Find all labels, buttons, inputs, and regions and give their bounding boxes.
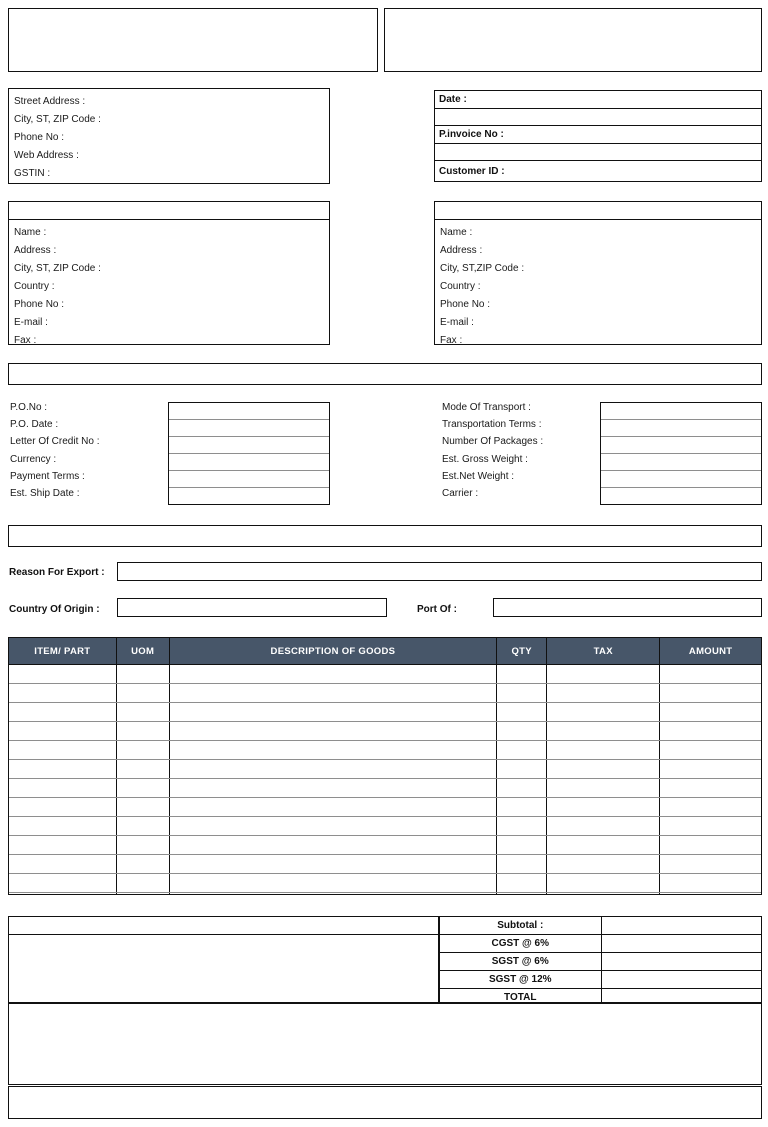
- shipment-left-label: Payment Terms :: [10, 470, 85, 482]
- cell-description[interactable]: [169, 779, 496, 798]
- table-row[interactable]: [9, 817, 761, 836]
- shipment-left-label: Est. Ship Date :: [10, 487, 80, 499]
- cell-tax[interactable]: [547, 798, 660, 817]
- cell-amount[interactable]: [660, 817, 761, 836]
- cell-amount[interactable]: [660, 779, 761, 798]
- cell-tax[interactable]: [547, 817, 660, 836]
- customer-id-label: Customer ID :: [439, 165, 505, 177]
- ship-to-field: Country :: [440, 281, 481, 292]
- country-of-origin-label: Country Of Origin :: [9, 604, 100, 615]
- bill-to-box[interactable]: [8, 220, 330, 345]
- shipment-right-input[interactable]: [601, 454, 761, 471]
- invoice-meta-box: [434, 90, 762, 182]
- cell-uom[interactable]: [116, 817, 169, 836]
- cell-amount[interactable]: [660, 665, 761, 684]
- cell-tax[interactable]: [547, 741, 660, 760]
- customs-information-header: [8, 525, 762, 547]
- customer-id-label-row: [435, 161, 761, 181]
- column-header-amount: AMOUNT: [660, 638, 761, 665]
- cell-tax[interactable]: [547, 779, 660, 798]
- bill-to-field: Fax :: [14, 335, 37, 346]
- table-row[interactable]: [9, 722, 761, 741]
- cell-item-part[interactable]: [9, 855, 116, 874]
- cell-qty[interactable]: [497, 893, 547, 896]
- cell-description[interactable]: [169, 665, 496, 684]
- cell-tax[interactable]: [547, 722, 660, 741]
- cell-qty[interactable]: [497, 817, 547, 836]
- table-row[interactable]: [9, 760, 761, 779]
- ship-to-header: [434, 201, 762, 220]
- cell-description[interactable]: [169, 722, 496, 741]
- cell-item-part[interactable]: [9, 703, 116, 722]
- port-of-value: [494, 604, 498, 615]
- cell-uom[interactable]: [116, 855, 169, 874]
- cell-item-part[interactable]: [9, 817, 116, 836]
- cell-tax[interactable]: [547, 874, 660, 893]
- cell-qty[interactable]: [497, 779, 547, 798]
- items-table-body: [9, 665, 761, 896]
- cell-amount[interactable]: [660, 722, 761, 741]
- table-row[interactable]: [9, 893, 761, 896]
- sgst12-value[interactable]: [601, 971, 762, 989]
- company-address-line: Phone No :: [14, 132, 65, 143]
- reason-for-export-value: [118, 568, 122, 579]
- document-title-text: PROFORMA INVOICE: [433, 24, 713, 55]
- ship-to-field: Fax :: [440, 335, 463, 346]
- shipment-information-title: Shipment Information :: [330, 368, 440, 380]
- cell-item-part[interactable]: [9, 741, 116, 760]
- cell-description[interactable]: [169, 855, 496, 874]
- cell-item-part[interactable]: [9, 665, 116, 684]
- table-row[interactable]: [9, 665, 761, 684]
- items-table-container: [8, 637, 762, 895]
- shipment-information-header: [8, 363, 762, 385]
- totals-row-sgst6: [440, 953, 762, 971]
- cgst6-label: CGST @ 6%: [440, 935, 601, 953]
- shipment-right-label: Carrier :: [442, 487, 479, 499]
- bill-to-field: Address :: [14, 245, 57, 256]
- pinvoice-label-row: [435, 126, 761, 144]
- company-address-box: [8, 88, 330, 184]
- cell-description[interactable]: [169, 836, 496, 855]
- cell-item-part[interactable]: [9, 798, 116, 817]
- footer-message: Thanks For Your Business !: [257, 1091, 513, 1113]
- table-row[interactable]: [9, 798, 761, 817]
- ship-to-title: Ship To :: [577, 205, 619, 216]
- shipment-left-input[interactable]: [169, 403, 329, 420]
- port-of-label: Port Of :: [417, 604, 457, 615]
- subtotal-value[interactable]: [601, 917, 762, 935]
- bill-to-field: Phone No :: [14, 299, 65, 310]
- cell-amount[interactable]: [660, 684, 761, 703]
- special-note-header: [8, 916, 439, 935]
- table-row[interactable]: [9, 703, 761, 722]
- cell-tax[interactable]: [547, 855, 660, 874]
- cell-item-part[interactable]: [9, 684, 116, 703]
- bill-to-field: E-mail :: [14, 317, 48, 328]
- cell-qty[interactable]: [497, 836, 547, 855]
- cell-item-part[interactable]: [9, 893, 116, 896]
- totals-table: [440, 917, 762, 1003]
- pinvoice-value-row[interactable]: [435, 144, 761, 162]
- company-name-text: Company Name: [89, 24, 297, 55]
- cell-qty[interactable]: [497, 703, 547, 722]
- totals-box: [439, 916, 762, 1003]
- reason-for-export-label: Reason For Export :: [9, 567, 105, 578]
- cell-amount[interactable]: [660, 874, 761, 893]
- shipment-left-input[interactable]: [169, 454, 329, 471]
- shipment-right-label: Mode Of Transport :: [442, 402, 531, 413]
- cell-description[interactable]: [169, 741, 496, 760]
- column-header-qty: QTY: [497, 638, 547, 665]
- bill-to-field: City, ST, ZIP Code :: [14, 263, 101, 274]
- cell-description[interactable]: [169, 684, 496, 703]
- table-row[interactable]: [9, 855, 761, 874]
- cell-item-part[interactable]: [9, 760, 116, 779]
- cell-uom[interactable]: [116, 684, 169, 703]
- shipment-right-label: Number Of Packages :: [442, 436, 544, 448]
- ship-to-field: City, ST,ZIP Code :: [440, 263, 525, 274]
- ship-to-box[interactable]: [434, 220, 762, 345]
- cgst6-value[interactable]: [601, 935, 762, 953]
- column-header-description: DESCRIPTION OF GOODS: [169, 638, 496, 665]
- cell-qty[interactable]: [497, 798, 547, 817]
- ship-to-field: Phone No :: [440, 299, 491, 310]
- country-of-origin-input[interactable]: [117, 598, 387, 617]
- cell-uom[interactable]: [116, 836, 169, 855]
- ship-to-field: Address :: [440, 245, 483, 256]
- cell-description[interactable]: [169, 703, 496, 722]
- cell-tax[interactable]: [547, 760, 660, 779]
- cell-amount[interactable]: [660, 741, 761, 760]
- company-address-line: Street Address :: [14, 96, 86, 107]
- cell-amount[interactable]: [660, 760, 761, 779]
- cell-uom[interactable]: [116, 741, 169, 760]
- total-value[interactable]: [601, 989, 762, 1004]
- shipment-left-input[interactable]: [169, 471, 329, 488]
- cell-qty[interactable]: [497, 855, 547, 874]
- total-label: TOTAL: [440, 989, 601, 1004]
- totals-row-subtotal: [440, 917, 762, 935]
- shipment-left-labels: [8, 402, 166, 505]
- cell-uom[interactable]: [116, 665, 169, 684]
- cell-uom[interactable]: [116, 893, 169, 896]
- cell-qty[interactable]: [497, 684, 547, 703]
- special-note-title: Special Note & Comment :: [161, 920, 286, 931]
- cell-item-part[interactable]: [9, 779, 116, 798]
- cell-qty[interactable]: [497, 874, 547, 893]
- cell-uom[interactable]: [116, 722, 169, 741]
- bill-to-title: Bill To :: [151, 205, 187, 216]
- shipment-left-input[interactable]: [169, 420, 329, 437]
- shipment-left-label: Currency :: [10, 453, 57, 465]
- shipment-right-label: Transportation Terms :: [442, 419, 542, 431]
- cell-qty[interactable]: [497, 722, 547, 741]
- bill-to-field: Name :: [14, 227, 47, 238]
- table-row[interactable]: [9, 741, 761, 760]
- column-header-tax: TAX: [547, 638, 660, 665]
- sgst6-value[interactable]: [601, 953, 762, 971]
- sgst6-label: SGST @ 6%: [440, 953, 601, 971]
- bill-to-header: [8, 201, 330, 220]
- lower-blank-area: [8, 1003, 762, 1085]
- cell-tax[interactable]: [547, 703, 660, 722]
- table-row[interactable]: [9, 684, 761, 703]
- shipment-right-input[interactable]: [601, 420, 761, 437]
- cell-uom[interactable]: [116, 874, 169, 893]
- cell-item-part[interactable]: [9, 836, 116, 855]
- shipment-left-label: P.O. Date :: [10, 419, 59, 431]
- table-row[interactable]: [9, 874, 761, 893]
- cell-amount[interactable]: [660, 703, 761, 722]
- subtotal-label: Subtotal :: [440, 917, 601, 935]
- cell-description[interactable]: [169, 874, 496, 893]
- cell-tax[interactable]: [547, 836, 660, 855]
- shipment-left-input[interactable]: [169, 437, 329, 454]
- shipment-left-label: P.O.No :: [10, 402, 48, 413]
- items-table: [9, 638, 761, 895]
- cell-description[interactable]: [169, 760, 496, 779]
- shipment-left-label: Letter Of Credit No :: [10, 436, 100, 448]
- shipment-right-label: Est. Gross Weight :: [442, 453, 528, 465]
- company-address-line: Web Address :: [14, 150, 79, 161]
- shipment-right-labels: [440, 402, 598, 505]
- totals-row-cgst6: [440, 935, 762, 953]
- company-address-line: City, ST, ZIP Code :: [14, 114, 101, 125]
- cell-tax[interactable]: [547, 665, 660, 684]
- column-header-item-part: ITEM/ PART: [9, 638, 116, 665]
- cell-description[interactable]: [169, 817, 496, 836]
- cell-uom[interactable]: [116, 703, 169, 722]
- cell-tax[interactable]: [547, 684, 660, 703]
- shipment-right-input[interactable]: [601, 488, 761, 504]
- cell-amount[interactable]: [660, 836, 761, 855]
- cell-item-part[interactable]: [9, 722, 116, 741]
- cell-amount[interactable]: [660, 798, 761, 817]
- ship-to-field: Name :: [440, 227, 473, 238]
- cell-amount[interactable]: [660, 893, 761, 896]
- cell-tax[interactable]: [547, 893, 660, 896]
- ship-to-field: E-mail :: [440, 317, 474, 328]
- port-of-input[interactable]: [493, 598, 762, 617]
- customs-information-title: Additional Information For Customs :: [297, 530, 473, 542]
- cell-description[interactable]: [169, 798, 496, 817]
- cell-item-part[interactable]: [9, 874, 116, 893]
- column-header-uom: UOM: [116, 638, 169, 665]
- country-of-origin-value: [118, 604, 122, 615]
- totals-row-sgst12: [440, 971, 762, 989]
- company-address-line: GSTIN :: [14, 168, 51, 179]
- shipment-right-label: Est.Net Weight :: [442, 470, 515, 482]
- special-note-value: [9, 940, 13, 951]
- cell-uom[interactable]: [116, 760, 169, 779]
- pinvoice-no-label: P.invoice No :: [439, 129, 504, 141]
- cell-uom[interactable]: [116, 779, 169, 798]
- shipment-left-input[interactable]: [169, 488, 329, 504]
- shipment-right-input[interactable]: [601, 471, 761, 488]
- document-title-banner: [384, 8, 762, 72]
- shipment-right-input[interactable]: [601, 403, 761, 420]
- cell-qty[interactable]: [497, 741, 547, 760]
- table-row[interactable]: [9, 779, 761, 798]
- cell-description[interactable]: [169, 893, 496, 896]
- reason-for-export-input[interactable]: [117, 562, 762, 581]
- items-table-header-row: [9, 638, 761, 665]
- shipment-right-input-group[interactable]: [600, 402, 762, 505]
- cell-qty[interactable]: [497, 760, 547, 779]
- shipment-left-input-group[interactable]: [168, 402, 330, 505]
- cell-uom[interactable]: [116, 798, 169, 817]
- date-value-row[interactable]: [435, 109, 761, 127]
- cell-amount[interactable]: [660, 855, 761, 874]
- totals-row-total: [440, 989, 762, 1004]
- bill-to-field: Country :: [14, 281, 55, 292]
- special-note-input[interactable]: [8, 935, 439, 1003]
- company-name-banner: [8, 8, 378, 72]
- cell-qty[interactable]: [497, 665, 547, 684]
- date-label-row: [435, 91, 761, 109]
- sgst12-label: SGST @ 12%: [440, 971, 601, 989]
- shipment-right-input[interactable]: [601, 437, 761, 454]
- footer-banner: [8, 1086, 762, 1119]
- date-label: Date :: [439, 93, 467, 105]
- table-row[interactable]: [9, 836, 761, 855]
